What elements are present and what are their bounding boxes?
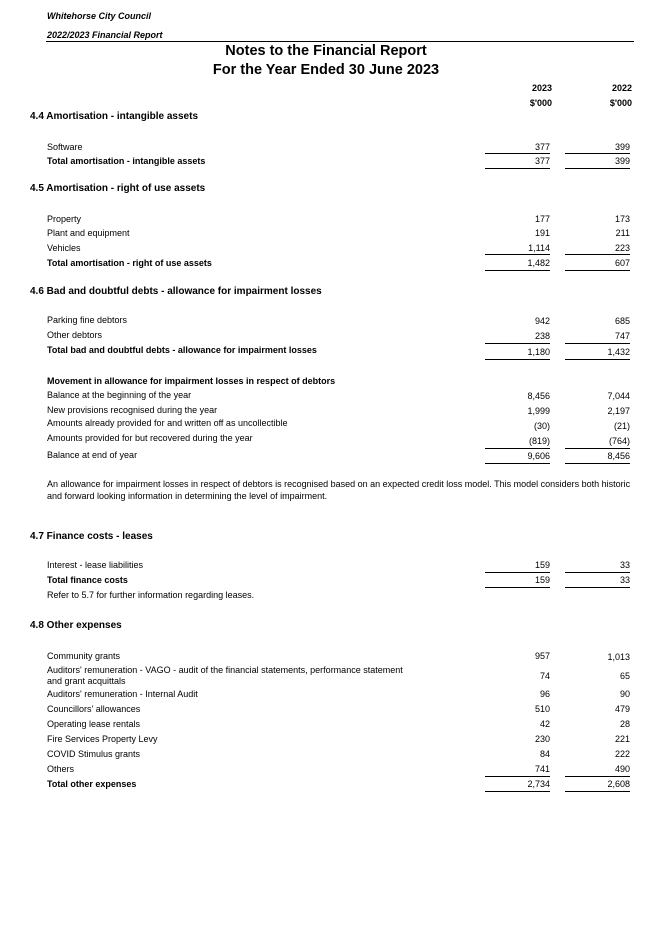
row-value-2022: 90 bbox=[619, 689, 630, 699]
row-value-2023: 159 bbox=[534, 560, 550, 570]
row-label: New provisions recognised during the year bbox=[47, 405, 218, 415]
row-value-2023: 177 bbox=[534, 214, 550, 224]
section-heading-4-6: 4.6 Bad and doubtful debts - allowance for impairment losses bbox=[30, 286, 322, 297]
row-value-2023: 8,456 bbox=[527, 391, 550, 401]
row-value-2023: 42 bbox=[539, 719, 550, 729]
balance-end-2022: 8,456 bbox=[607, 451, 630, 461]
leases-note: Refer to 5.7 for further information regarding leases. bbox=[47, 590, 255, 600]
total-rule bbox=[485, 168, 550, 169]
total-label: Total finance costs bbox=[47, 575, 128, 585]
row-label: Others bbox=[47, 764, 75, 774]
balance-end-2023: 9,606 bbox=[527, 451, 550, 461]
row-value-2023: (819) bbox=[528, 436, 550, 446]
total-rule bbox=[565, 359, 630, 360]
total-rule bbox=[485, 587, 550, 588]
total-value-2023: 2,734 bbox=[527, 779, 550, 789]
total-value-2023: 1,180 bbox=[527, 347, 550, 357]
total-rule bbox=[565, 791, 630, 792]
header-rule bbox=[46, 41, 634, 42]
total-rule bbox=[485, 463, 550, 464]
total-rule bbox=[485, 270, 550, 271]
row-value-2023: 1,114 bbox=[528, 243, 550, 253]
row-value-2022: 399 bbox=[614, 142, 630, 152]
report-name: 2022/2023 Financial Report bbox=[47, 30, 163, 40]
row-value-2022: 28 bbox=[619, 719, 630, 729]
subtotal-rule bbox=[485, 572, 550, 573]
row-value-2023: 191 bbox=[534, 228, 550, 238]
row-value-2023: 741 bbox=[534, 764, 550, 774]
total-value-2023: 159 bbox=[534, 575, 550, 585]
row-value-2022: 2,197 bbox=[607, 406, 630, 416]
row-value-2022: 747 bbox=[614, 331, 630, 341]
row-label: Auditors' remuneration - VAGO - audit of the financial statements, performance statement and grant acquittals bbox=[47, 665, 403, 686]
row-label: Councillors' allowances bbox=[47, 704, 141, 714]
total-rule bbox=[485, 359, 550, 360]
row-value-2023: 230 bbox=[534, 734, 550, 744]
total-label: Total amortisation - right of use assets bbox=[47, 258, 212, 268]
impairment-note: An allowance for impairment losses in respect of debtors is recognised based on an expected credit loss model. This model considers both historic and forward looking information in determining the level of impairment. bbox=[47, 479, 631, 501]
total-rule bbox=[565, 463, 630, 464]
subtotal-rule bbox=[485, 776, 550, 777]
section-heading-4-5: 4.5 Amortisation - right of use assets bbox=[30, 183, 206, 194]
total-label: Total amortisation - intangible assets bbox=[47, 156, 206, 166]
subtotal-rule bbox=[565, 572, 630, 573]
row-value-2023: 1,999 bbox=[527, 406, 550, 416]
row-value-2022: 222 bbox=[614, 749, 630, 759]
total-value-2023: 377 bbox=[534, 156, 550, 166]
row-value-2022: (764) bbox=[608, 436, 630, 446]
row-value-2023: 238 bbox=[534, 331, 550, 341]
subtotal-rule bbox=[485, 153, 550, 154]
total-value-2022: 2,608 bbox=[607, 779, 630, 789]
row-label: Software bbox=[47, 142, 83, 152]
row-label: Other debtors bbox=[47, 330, 103, 340]
total-rule bbox=[565, 168, 630, 169]
row-value-2023: 942 bbox=[534, 316, 550, 326]
row-label: Plant and equipment bbox=[47, 228, 130, 238]
subtotal-rule bbox=[485, 343, 550, 344]
row-value-2022: 223 bbox=[614, 243, 630, 253]
row-value-2023: 84 bbox=[539, 749, 550, 759]
row-value-2022: 479 bbox=[614, 704, 630, 714]
section-heading-4-8: 4.8 Other expenses bbox=[30, 620, 122, 631]
row-value-2022: 211 bbox=[615, 228, 630, 238]
total-value-2022: 33 bbox=[619, 575, 630, 585]
subtotal-rule bbox=[565, 448, 630, 449]
subtotal-rule bbox=[565, 343, 630, 344]
row-value-2022: 7,044 bbox=[607, 391, 630, 401]
col-2022-unit: $'000 bbox=[609, 98, 632, 108]
row-label: Operating lease rentals bbox=[47, 719, 141, 729]
subtotal-rule bbox=[485, 254, 550, 255]
page-title: Notes to the Financial Report bbox=[225, 43, 427, 59]
section-heading-4-4: 4.4 Amortisation - intangible assets bbox=[30, 111, 199, 122]
total-value-2022: 1,432 bbox=[607, 347, 630, 357]
col-2023-heading: 2023 bbox=[531, 83, 552, 93]
row-value-2022: (21) bbox=[613, 421, 630, 431]
total-rule bbox=[485, 791, 550, 792]
row-value-2023: 510 bbox=[534, 704, 550, 714]
movement-heading: Movement in allowance for impairment losses in respect of debtors bbox=[47, 376, 336, 386]
row-label: Fire Services Property Levy bbox=[47, 734, 158, 744]
row-value-2023: 96 bbox=[539, 689, 550, 699]
row-value-2023: (30) bbox=[533, 421, 550, 431]
row-label: Balance at the beginning of the year bbox=[47, 390, 192, 400]
row-value-2022: 221 bbox=[614, 734, 630, 744]
subtotal-rule bbox=[565, 153, 630, 154]
row-label: Amounts provided for but recovered during the year bbox=[47, 433, 253, 443]
total-label: Total bad and doubtful debts - allowance for impairment losses bbox=[47, 345, 317, 355]
subtotal-rule bbox=[565, 776, 630, 777]
row-label: Interest - lease liabilities bbox=[47, 560, 144, 570]
total-value-2022: 607 bbox=[614, 258, 630, 268]
row-value-2022: 1,013 bbox=[607, 652, 630, 662]
row-value-2022: 490 bbox=[614, 764, 630, 774]
row-value-2022: 173 bbox=[614, 214, 630, 224]
row-value-2023: 74 bbox=[539, 671, 550, 681]
total-value-2023: 1,482 bbox=[527, 258, 550, 268]
page-subtitle: For the Year Ended 30 June 2023 bbox=[212, 62, 440, 78]
subtotal-rule bbox=[485, 448, 550, 449]
row-label: Community grants bbox=[47, 651, 121, 661]
col-2022-heading: 2022 bbox=[611, 83, 632, 93]
row-value-2022: 33 bbox=[619, 560, 630, 570]
row-label: COVID Stimulus grants bbox=[47, 749, 141, 759]
total-label: Total other expenses bbox=[47, 779, 137, 789]
row-label: Parking fine debtors bbox=[47, 315, 128, 325]
row-value-2022: 685 bbox=[614, 316, 630, 326]
total-rule bbox=[565, 270, 630, 271]
section-heading-4-7: 4.7 Finance costs - leases bbox=[30, 531, 153, 542]
row-value-2023: 377 bbox=[534, 142, 550, 152]
balance-end-label: Balance at end of year bbox=[47, 450, 138, 460]
row-value-2022: 65 bbox=[619, 671, 630, 681]
row-label: Property bbox=[47, 214, 82, 224]
row-label: Amounts already provided for and written off as uncollectible bbox=[47, 418, 288, 428]
row-label: Auditors' remuneration - Internal Audit bbox=[47, 689, 198, 699]
council-name: Whitehorse City Council bbox=[47, 11, 152, 21]
total-rule bbox=[565, 587, 630, 588]
total-value-2022: 399 bbox=[614, 156, 630, 166]
row-value-2023: 957 bbox=[534, 651, 550, 661]
row-label: Vehicles bbox=[47, 243, 81, 253]
col-2023-unit: $'000 bbox=[529, 98, 552, 108]
subtotal-rule bbox=[565, 254, 630, 255]
